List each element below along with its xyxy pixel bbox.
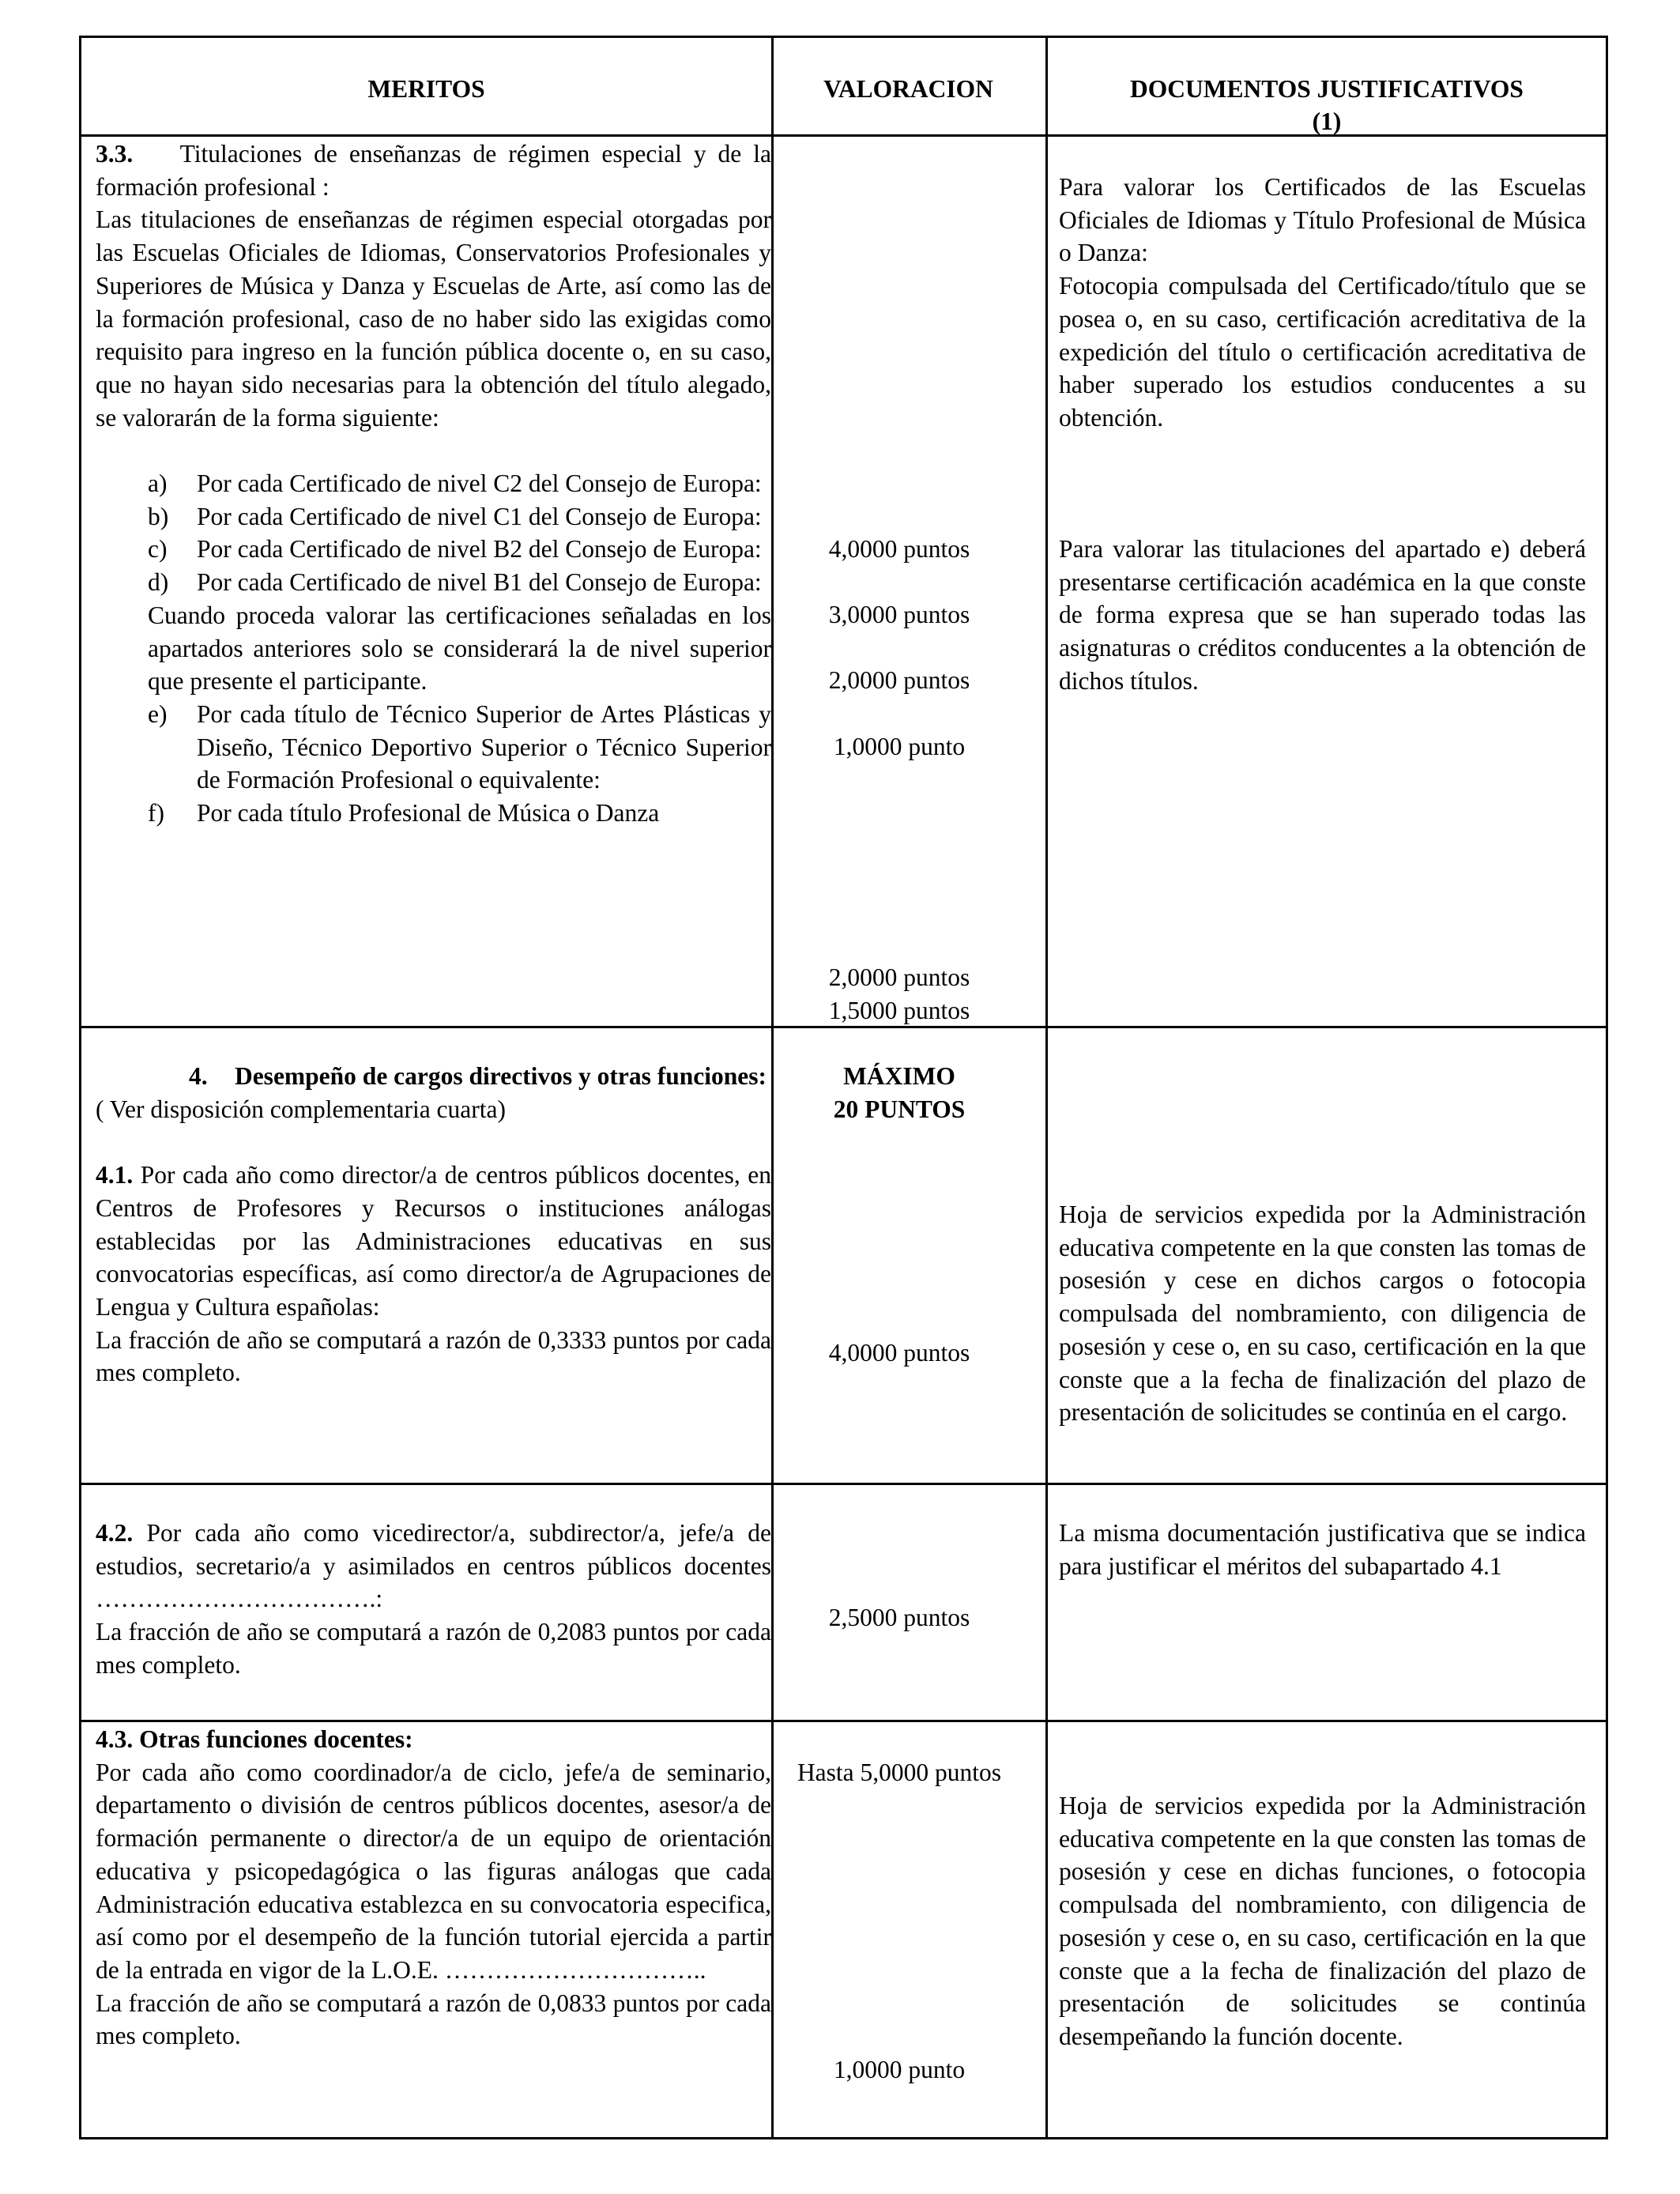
section-3-3-title-text: Titulaciones de enseñanzas de régimen especial y de la formación profesional : <box>96 140 771 201</box>
section-4-3-doc: Hoja de servicios expedida por la Administración educativa competente en la que consten las tomas de posesión y cese en dichas funciones, o fotocopia compulsada del nombramiento, con diligencia de posesión y cese o, en su caso, certificación en la que conste que a la fecha de finalización del plazo de presentación de solicitudes se continúa desempeñando la función docente. <box>1059 1792 1586 2050</box>
section-4-1-text: Por cada año como director/a de centros públicos docentes, en Centros de Profesores y Recursos o instituciones análogas establecidas por las Administraciones educativas en sus convocatorias específicas, así como director/a de Agrupaciones de Lengua y Cultura españolas: <box>96 1161 772 1321</box>
section-3-3-title <box>96 138 771 203</box>
section-4-max-line2: 20 PUNTOS <box>833 1095 966 1123</box>
section-3-3-doc-3: Para valorar las titulaciones del apartado e) deberá presentarse certificación académica en la que conste de forma expresa que se han superado todas las asignaturas o créditos conducentes a la obtención de dichos títulos. <box>1059 535 1586 695</box>
list-marker: d) <box>148 568 169 597</box>
list-item <box>96 533 771 566</box>
section-4-2-fraction: La fracción de año se computará a razón de 0,2083 puntos por cada mes completo. <box>96 1618 771 1679</box>
section-4-2-value: 2,5000 puntos <box>828 1604 970 1631</box>
section-4-3-max-value: Hasta 5,0000 puntos <box>797 1759 1002 1786</box>
section-4-title-text: Desempeño de cargos directivos y otras funciones: <box>234 1062 767 1090</box>
section-4-max-line1: MÁXIMO <box>843 1062 955 1090</box>
row-divider <box>81 1720 1606 1722</box>
list-marker: b) <box>148 502 169 530</box>
section-4-note: ( Ver disposición complementaria cuarta) <box>96 1095 506 1123</box>
section-4-number: 4. <box>189 1062 208 1090</box>
section-3-3-number: 3.3. <box>96 140 134 168</box>
header-documentos-line1: DOCUMENTOS JUSTIFICATIVOS <box>1130 75 1524 103</box>
section-4-2-number: 4.2. <box>96 1519 134 1547</box>
section-3-3-body: Las titulaciones de enseñanzas de régimen especial otorgadas por las Escuelas Oficiales de Idiomas, Conservatorios Profesionales y Superiores de Música y Danza y Escuelas de Arte, así como las de la formación profesional, caso de no haber sido las exigidas como requisito para ingreso en la función pública docente o, en su caso, que no hayan sido necesarias para la obtención del título alegado, se valorarán de la forma siguiente: <box>96 205 771 432</box>
value-f: 1,5000 puntos <box>828 997 970 1024</box>
list-marker: a) <box>148 469 168 498</box>
section-4-2-body <box>96 1517 771 1615</box>
section-3-3-doc-1: Para valorar los Certificados de las Escuelas Oficiales de Idiomas y Título Profesional de Música o Danza: <box>1059 173 1586 267</box>
list-item-text: Por cada Certificado de nivel C2 del Consejo de Europa: <box>197 469 762 498</box>
section-4-3-merits <box>96 1723 771 2053</box>
header-meritos: MERITOS <box>367 75 485 103</box>
list-item-text: Por cada Certificado de nivel B1 del Consejo de Europa: <box>197 568 762 597</box>
merits-table <box>79 36 1608 2139</box>
section-4-title <box>96 1060 771 1093</box>
section-4-3-body: Por cada año como coordinador/a de ciclo, jefe/a de seminario, departamento o división de centros públicos docentes, asesor/a de formación permanente o director/a de un equipo de orientación educativa y psicopedagógica o las figuras análogas que cada Administración educativa establezca en su convocatoria especifica, así como por el desempeño de la función tutorial ejercida a partir de la entrada en vigor de la L.O.E. ………………………….. <box>96 1758 771 1984</box>
list-item <box>96 467 771 500</box>
section-3-3-note: Cuando proceda valorar las certificaciones señaladas en los apartados anteriores solo se considerará la de nivel superior que presente el participante. <box>148 601 771 696</box>
value-e: 2,0000 puntos <box>828 963 970 991</box>
header-documentos <box>1045 73 1608 138</box>
section-4-3-title: 4.3. Otras funciones docentes: <box>96 1725 413 1753</box>
list-item <box>96 500 771 533</box>
section-4-1-value: 4,0000 puntos <box>828 1339 970 1367</box>
section-4-1-body <box>96 1159 771 1324</box>
row-divider <box>81 1483 1606 1485</box>
section-4-2-merits <box>96 1517 771 1682</box>
value-c1: 3,0000 puntos <box>828 601 970 628</box>
section-4-2-documents <box>1059 1517 1586 1582</box>
list-item <box>96 698 771 797</box>
value-b1: 1,0000 punto <box>833 733 966 760</box>
column-divider <box>771 38 774 2137</box>
value-b2: 2,0000 puntos <box>828 666 970 694</box>
list-marker: e) <box>148 699 168 728</box>
section-3-3-values <box>781 38 1018 1026</box>
section-4-maximum <box>781 1060 1018 1125</box>
section-4-1-doc: Hoja de servicios expedida por la Administración educativa competente en la que consten las tomas de posesión y cese en dichos cargos o fotocopia compulsada del nombramiento, con diligencia de posesión y cese o, en su caso, certificación en la que conste que a la fecha de finalización del plazo de presentación de solicitudes se continúa en el cargo. <box>1059 1201 1586 1427</box>
section-4-2-doc: La misma documentación justificativa que se indica para justificar el méritos del subapartado 4.1 <box>1059 1519 1586 1580</box>
section-4-3-documents <box>1059 1789 1586 2053</box>
list-item-text: Por cada título de Técnico Superior de Artes Plásticas y Diseño, Técnico Deportivo Superior o Técnico Superior de Formación Profesional o equivalente: <box>197 699 771 794</box>
section-4-merits <box>96 1060 771 1389</box>
section-3-3-doc-2: Fotocopia compulsada del Certificado/título que se posea o, en su caso, certificación acreditativa de la expedición del título o certificación acreditativa de haber superado los estudios conducentes a su obtención. <box>1059 272 1586 432</box>
section-3-3-documents-e <box>1059 533 1586 698</box>
list-item-text: Por cada Certificado de nivel B2 del Consejo de Europa: <box>197 535 762 564</box>
section-3-3-merits <box>96 138 771 830</box>
list-item <box>96 797 771 830</box>
list-item-text: Por cada título Profesional de Música o Danza <box>197 799 660 827</box>
section-4-1-number: 4.1. <box>96 1161 134 1189</box>
list-marker: c) <box>148 535 168 564</box>
header-documentos-line2: (1) <box>1312 107 1342 135</box>
list-item <box>96 566 771 599</box>
list-marker: f) <box>148 799 164 827</box>
header-valoracion: VALORACION <box>823 75 993 103</box>
section-4-3-value: 1,0000 punto <box>833 2056 966 2083</box>
column-divider <box>1045 38 1048 2137</box>
value-c2: 4,0000 puntos <box>828 535 970 563</box>
section-3-3-documents <box>1059 171 1586 435</box>
section-4-1-documents <box>1059 1198 1586 1429</box>
section-4-1-fraction: La fracción de año se computará a razón de 0,3333 puntos por cada mes completo. <box>96 1325 771 1387</box>
section-4-3-fraction: La fracción de año se computará a razón de 0,0833 puntos por cada mes completo. <box>96 1989 771 2050</box>
section-4-2-text: Por cada año como vicedirector/a, subdirector/a, jefe/a de estudios, secretario/a y asimilados en centros públicos docentes …………………………….: <box>96 1519 771 1613</box>
list-item-text: Por cada Certificado de nivel C1 del Consejo de Europa: <box>197 502 762 530</box>
